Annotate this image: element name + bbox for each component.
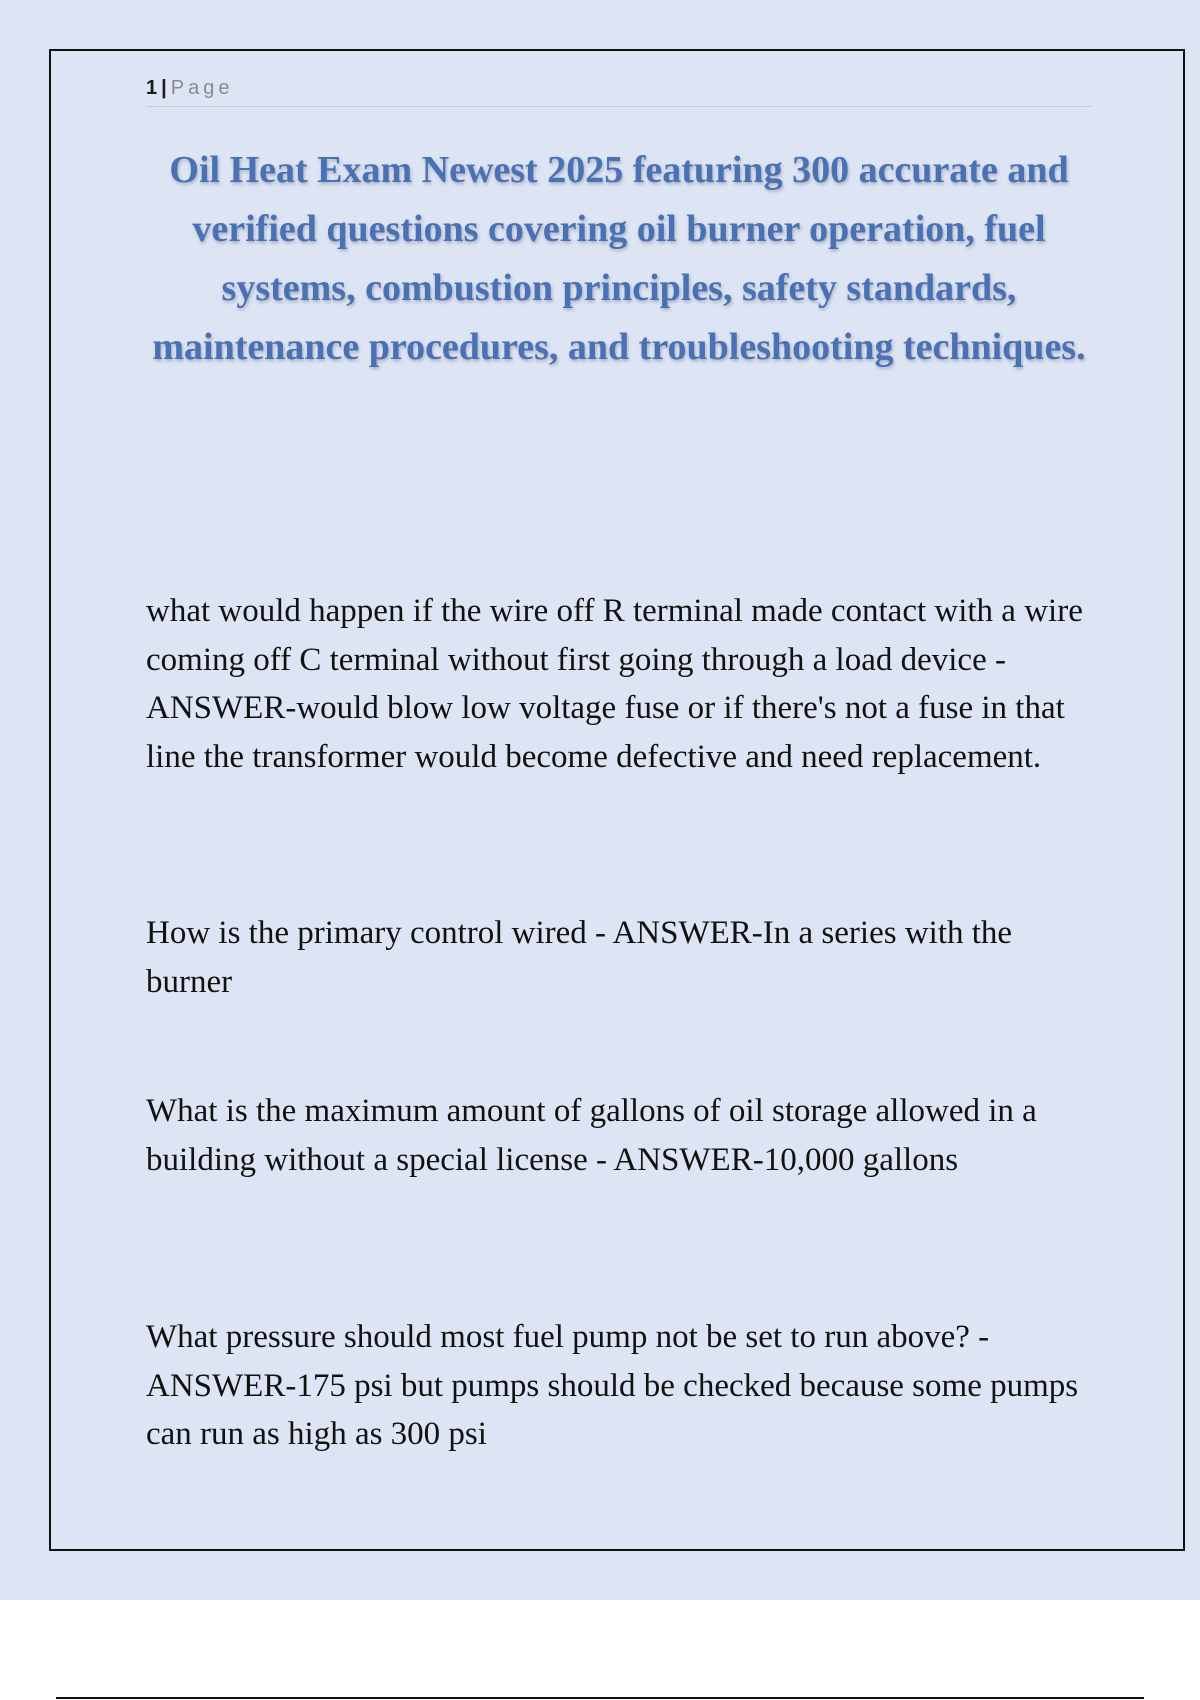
page-header	[146, 74, 1092, 107]
question-answer-entry: what would happen if the wire off R terminal made contact with a wire coming off C terminal without first going through a load device - ANSWER-would blow low voltage fuse or if there's not a fuse in that line the transformer would become defective and need replacement.	[146, 593, 1083, 775]
document-title: Oil Heat Exam Newest 2025 featuring 300 accurate and verified questions covering oil burner operation, fuel systems, combustion principles, safety standards, maintenance procedures, and troubleshooting techniques.	[152, 149, 1086, 368]
page-label: Page	[170, 77, 234, 99]
question-answer-entry: What pressure should most fuel pump not be set to run above? - ANSWER-175 psi but pumps should be checked because some pumps can run as high as 300 psi	[146, 1319, 1079, 1452]
page-number: 1	[146, 77, 158, 99]
question-answer-entry: What is the maximum amount of gallons of oil storage allowed in a building without a special license - ANSWER-10,000 gallons	[146, 1093, 1037, 1178]
page-separator: |	[161, 77, 167, 99]
bottom-divider	[56, 1697, 1144, 1699]
question-answer-entry: How is the primary control wired - ANSWER-In a series with the burner	[146, 915, 1013, 1000]
